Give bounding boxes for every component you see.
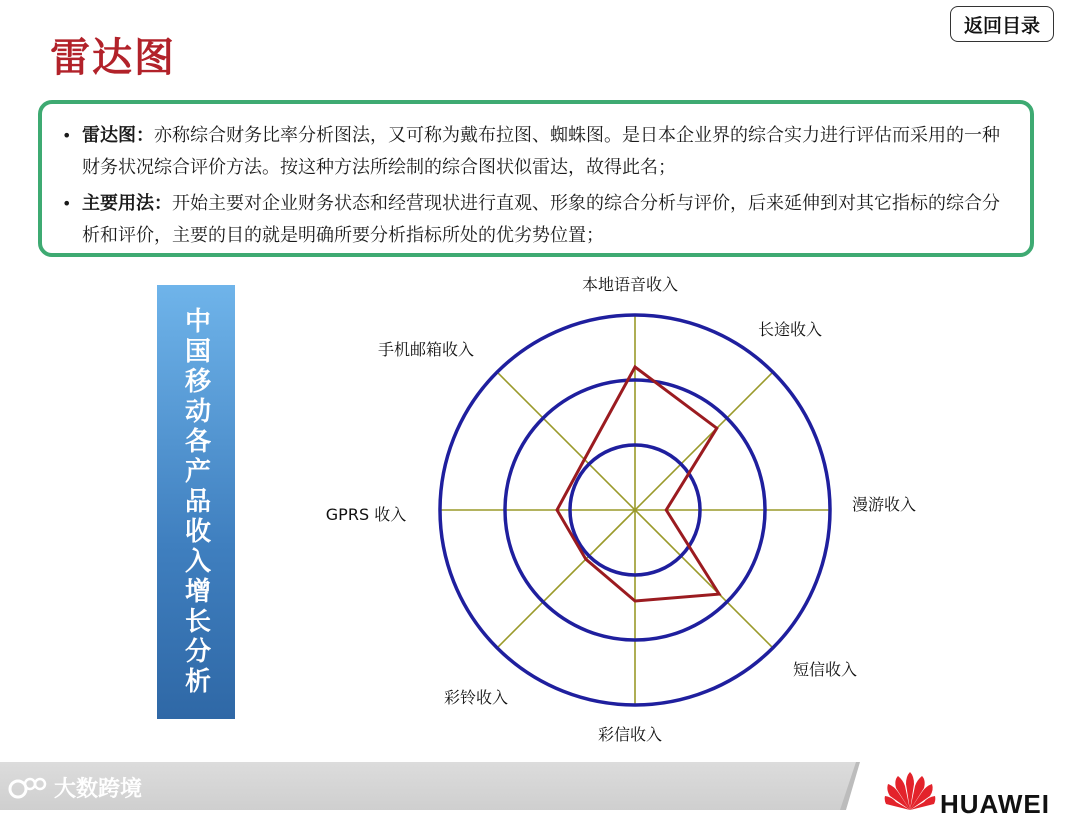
- radar-axis-label: 长途收入: [757, 320, 823, 339]
- info-text: 开始主要对企业财务状态和经营现状进行直观、形象的综合分析与评价，后来延伸到对其它指标的综合分析和评价，主要的目的就是明确所要分析指标所处的优劣势位置；: [82, 193, 1000, 246]
- radar-axis-label: GPRS 收入: [325, 505, 407, 524]
- brand-name: HUAWEI: [940, 789, 1050, 819]
- watermark-text: 大数跨境: [54, 777, 143, 802]
- radar-axis-label: 手机邮箱收入: [377, 340, 475, 359]
- info-term-separator: ：: [136, 125, 154, 146]
- back-to-contents-button[interactable]: 返回目录: [950, 6, 1054, 42]
- side-panel-title: 中国移动各产品收入增长分析: [180, 307, 211, 697]
- info-term: 雷达图: [82, 125, 136, 146]
- radar-axis-label: 漫游收入: [851, 495, 917, 514]
- radar-axis-label: 彩铃收入: [443, 688, 509, 707]
- brand: [884, 770, 1050, 819]
- radar-spoke: [497, 510, 635, 648]
- info-term: 主要用法: [82, 193, 154, 214]
- watermark-logo-icon: [8, 775, 48, 801]
- radar-spoke: [635, 510, 773, 648]
- bullet-icon: •: [62, 194, 72, 213]
- radar-axis-label: 本地语音收入: [581, 275, 679, 294]
- huawei-logo-icon: [884, 770, 936, 810]
- page-title: 雷达图: [50, 35, 176, 81]
- info-text: 亦称综合财务比率分析图法，又可称为戴布拉图、蜘蛛图。是日本企业界的综合实力进行评估而采用的一种财务状况综合评价方法。按这种方法所绘制的综合图状似雷达，故得此名；: [82, 125, 1000, 178]
- radar-axis-label: 彩信收入: [597, 725, 663, 744]
- watermark: [8, 772, 142, 803]
- bullet-icon: •: [62, 126, 72, 145]
- radar-spoke: [497, 372, 635, 510]
- info-term-separator: ：: [154, 193, 172, 214]
- radar-spoke: [635, 372, 773, 510]
- radar-axis-label: 短信收入: [792, 660, 858, 679]
